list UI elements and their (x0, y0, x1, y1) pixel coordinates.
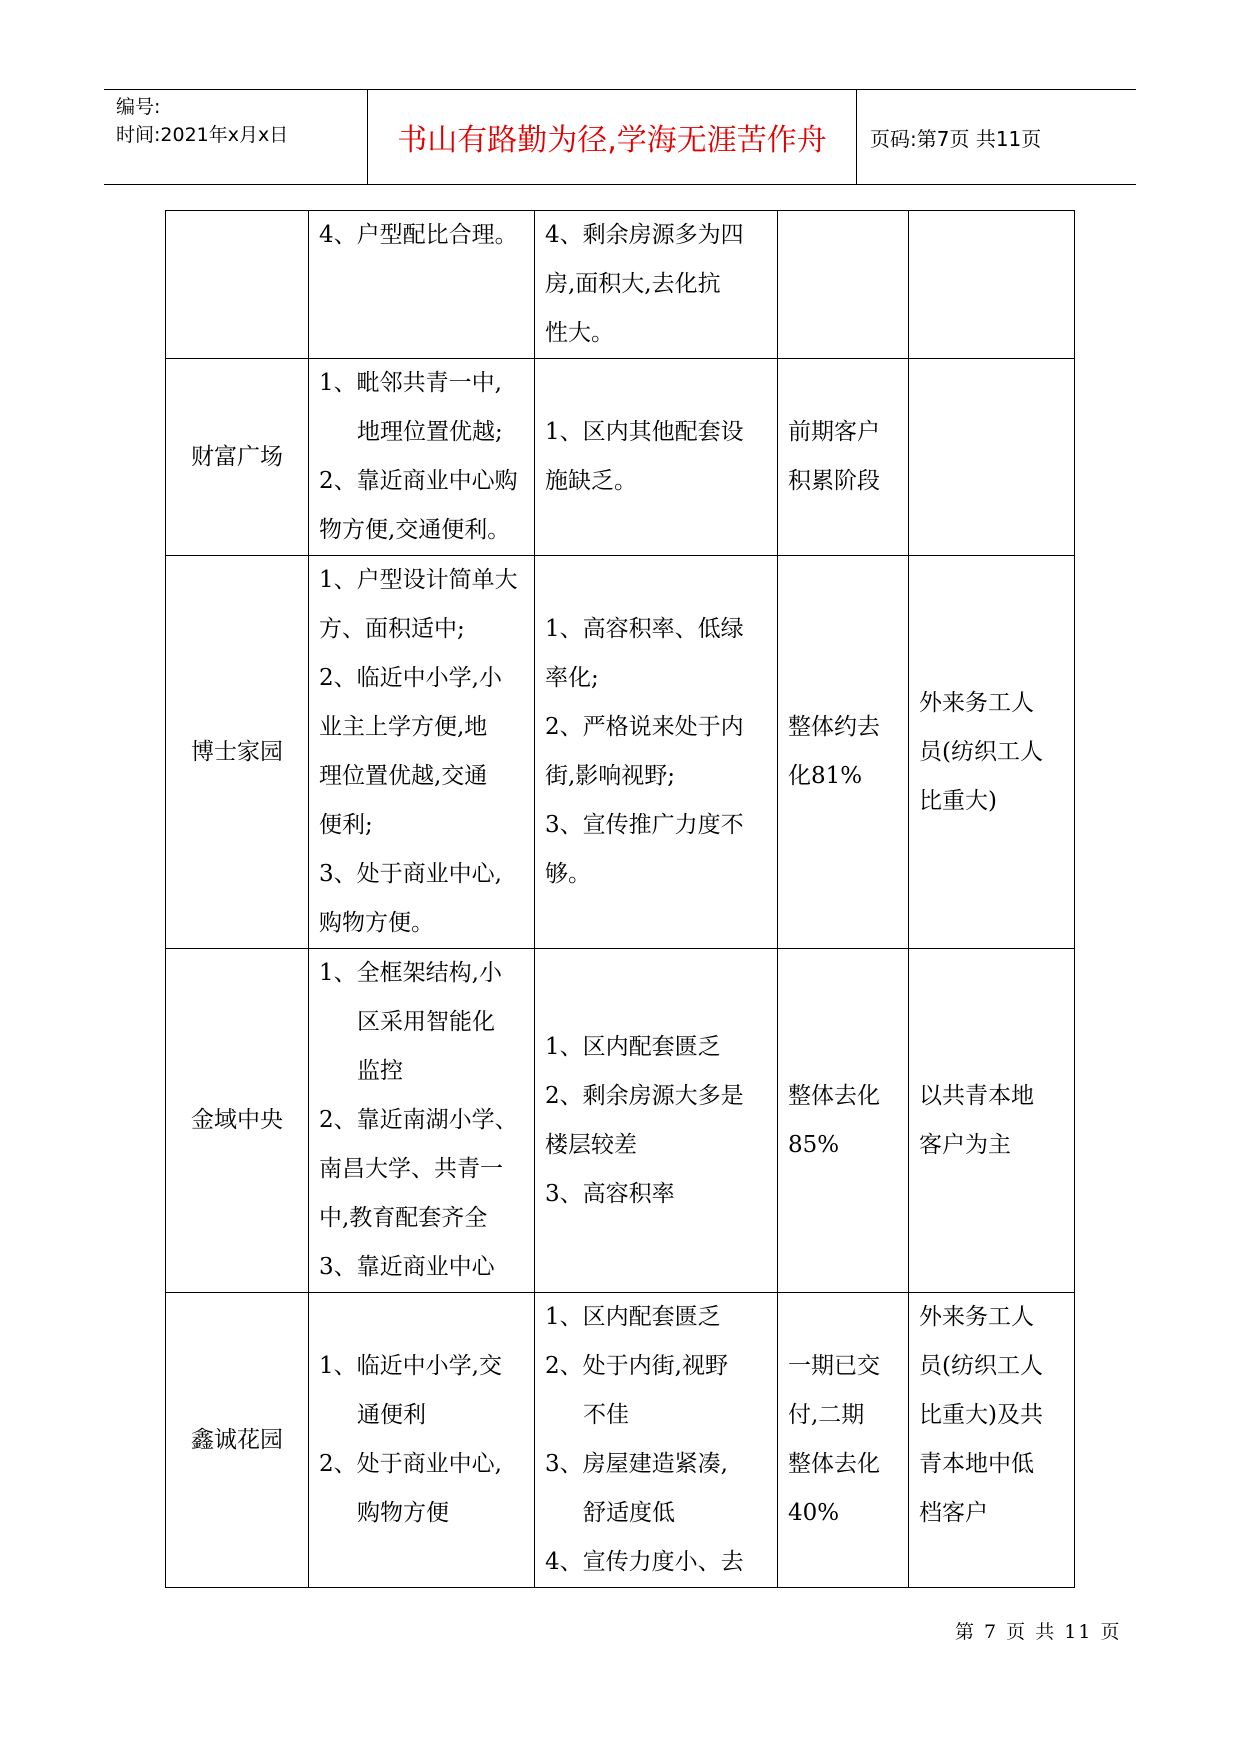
disadvantages-line: 施缺乏。 (545, 468, 637, 494)
advantages-line: 地理位置优越; (357, 419, 503, 445)
advantages-cell (309, 359, 535, 556)
sales-line: 整体去化 (788, 1082, 880, 1109)
header-motto: 书山有路勤为径,学海无涯苦作舟 (397, 123, 827, 158)
table-row (166, 211, 1075, 359)
disadvantages-cell (535, 1293, 778, 1588)
disadvantages-line: 2、严格说来处于内 (545, 714, 744, 740)
disadvantages-cell (535, 556, 778, 949)
customers-cell (909, 556, 1075, 949)
sales-cell (778, 949, 909, 1293)
header-meta (116, 93, 376, 149)
header-page-label: 页码:第7页 共11页 (870, 126, 1042, 151)
page-header (104, 89, 1136, 185)
advantages-line: 中,教育配套齐全 (319, 1205, 488, 1231)
disadvantages-line: 3、高容积率 (545, 1180, 675, 1207)
advantages-line: 区采用智能化 (357, 1009, 495, 1035)
customers-line: 档客户 (919, 1500, 988, 1526)
doc-time-label: 时间:2021年x月x日 (116, 124, 289, 146)
table-row (166, 556, 1075, 949)
advantages-line: 3、靠近商业中心 (319, 1254, 495, 1280)
advantages-line: 3、处于商业中心, (319, 861, 502, 887)
project-name-cell: 金域中央 (166, 949, 309, 1293)
customers-line: 以共青本地 (919, 1082, 1034, 1109)
sales-cell (778, 211, 909, 359)
advantages-line: 4、户型配比合理。 (319, 222, 518, 248)
page-footer: 第 7 页 共 11 页 (955, 1621, 1122, 1643)
advantages-cell (309, 211, 535, 359)
disadvantages-line: 够。 (545, 861, 591, 887)
disadvantages-line: 4、剩余房源多为四 (545, 222, 744, 248)
advantages-line: 购物方便 (357, 1500, 449, 1526)
sales-line: 付,二期 (788, 1402, 865, 1428)
sales-line: 前期客户 (788, 419, 880, 445)
advantages-line: 方、面积适中; (319, 616, 465, 642)
advantages-line: 1、临近中小学,交 (319, 1353, 502, 1379)
advantages-line: 1、毗邻共青一中, (319, 370, 502, 396)
customers-line: 员(纺织工人 (919, 1353, 1043, 1379)
sales-line: 整体去化 (788, 1451, 880, 1477)
customers-cell (909, 359, 1075, 556)
sales-line: 85% (788, 1131, 840, 1158)
table-row (166, 359, 1075, 556)
sales-cell (778, 1293, 909, 1588)
advantages-line: 监控 (357, 1058, 403, 1084)
project-name-cell: 博士家园 (166, 556, 309, 949)
sales-line: 化81% (788, 763, 863, 789)
disadvantages-line: 3、宣传推广力度不 (545, 812, 744, 838)
disadvantages-line: 性大。 (545, 320, 614, 346)
project-comparison-table (165, 210, 1075, 1588)
customers-line: 客户为主 (919, 1131, 1011, 1158)
disadvantages-line: 3、房屋建造紧凑, (545, 1451, 728, 1477)
advantages-line: 通便利 (357, 1402, 426, 1428)
disadvantages-line: 率化; (545, 665, 599, 691)
advantages-cell (309, 556, 535, 949)
disadvantages-line: 4、宣传力度小、去 (545, 1549, 744, 1575)
table-row (166, 1293, 1075, 1588)
customers-line: 比重大)及共 (919, 1402, 1043, 1428)
disadvantages-line: 1、区内配套匮乏 (545, 1033, 721, 1060)
sales-line: 积累阶段 (788, 468, 880, 494)
sales-line: 一期已交 (788, 1353, 880, 1379)
header-divider (856, 90, 857, 184)
advantages-line: 南昌大学、共青一 (319, 1156, 503, 1182)
customers-cell (909, 211, 1075, 359)
customers-cell (909, 949, 1075, 1293)
advantages-line: 1、全框架结构,小 (319, 960, 502, 986)
customers-line: 外来务工人 (919, 689, 1034, 716)
advantages-line: 1、户型设计简单大 (319, 567, 518, 593)
advantages-cell (309, 949, 535, 1293)
disadvantages-line: 2、处于内街,视野 (545, 1353, 728, 1379)
disadvantages-line: 不佳 (583, 1402, 629, 1428)
doc-number-label: 编号: (116, 96, 161, 118)
advantages-line: 业主上学方便,地 (319, 714, 488, 740)
advantages-line: 便利; (319, 812, 373, 838)
customers-cell (909, 1293, 1075, 1588)
disadvantages-line: 舒适度低 (583, 1500, 675, 1526)
advantages-line: 2、临近中小学,小 (319, 665, 502, 691)
table-row (166, 949, 1075, 1293)
advantages-line: 2、处于商业中心, (319, 1451, 502, 1477)
project-name-cell: 鑫诚花园 (166, 1293, 309, 1588)
advantages-line: 购物方便。 (319, 910, 434, 936)
disadvantages-cell (535, 949, 778, 1293)
disadvantages-cell (535, 211, 778, 359)
advantages-line: 物方便,交通便利。 (319, 517, 511, 543)
disadvantages-line: 楼层较差 (545, 1131, 637, 1158)
disadvantages-line: 街,影响视野; (545, 763, 676, 789)
disadvantages-line: 2、剩余房源大多是 (545, 1082, 744, 1109)
disadvantages-line: 1、区内其他配套设 (545, 419, 744, 445)
project-name-cell: 财富广场 (166, 359, 309, 556)
disadvantages-line: 1、高容积率、低绿 (545, 616, 744, 642)
advantages-line: 2、靠近南湖小学、 (319, 1107, 518, 1133)
sales-line: 40% (788, 1500, 840, 1526)
disadvantages-line: 1、区内配套匮乏 (545, 1304, 721, 1330)
sales-cell (778, 556, 909, 949)
customers-line: 外来务工人 (919, 1304, 1034, 1330)
customers-line: 员(纺织工人 (919, 738, 1043, 765)
sales-cell (778, 359, 909, 556)
disadvantages-line: 房,面积大,去化抗 (545, 271, 721, 297)
customers-line: 青本地中低 (919, 1451, 1034, 1477)
advantages-line: 2、靠近商业中心购 (319, 468, 518, 494)
disadvantages-cell (535, 359, 778, 556)
advantages-line: 理位置优越,交通 (319, 763, 488, 789)
sales-line: 整体约去 (788, 714, 880, 740)
project-name-cell (166, 211, 309, 359)
advantages-cell (309, 1293, 535, 1588)
customers-line: 比重大) (919, 787, 997, 814)
